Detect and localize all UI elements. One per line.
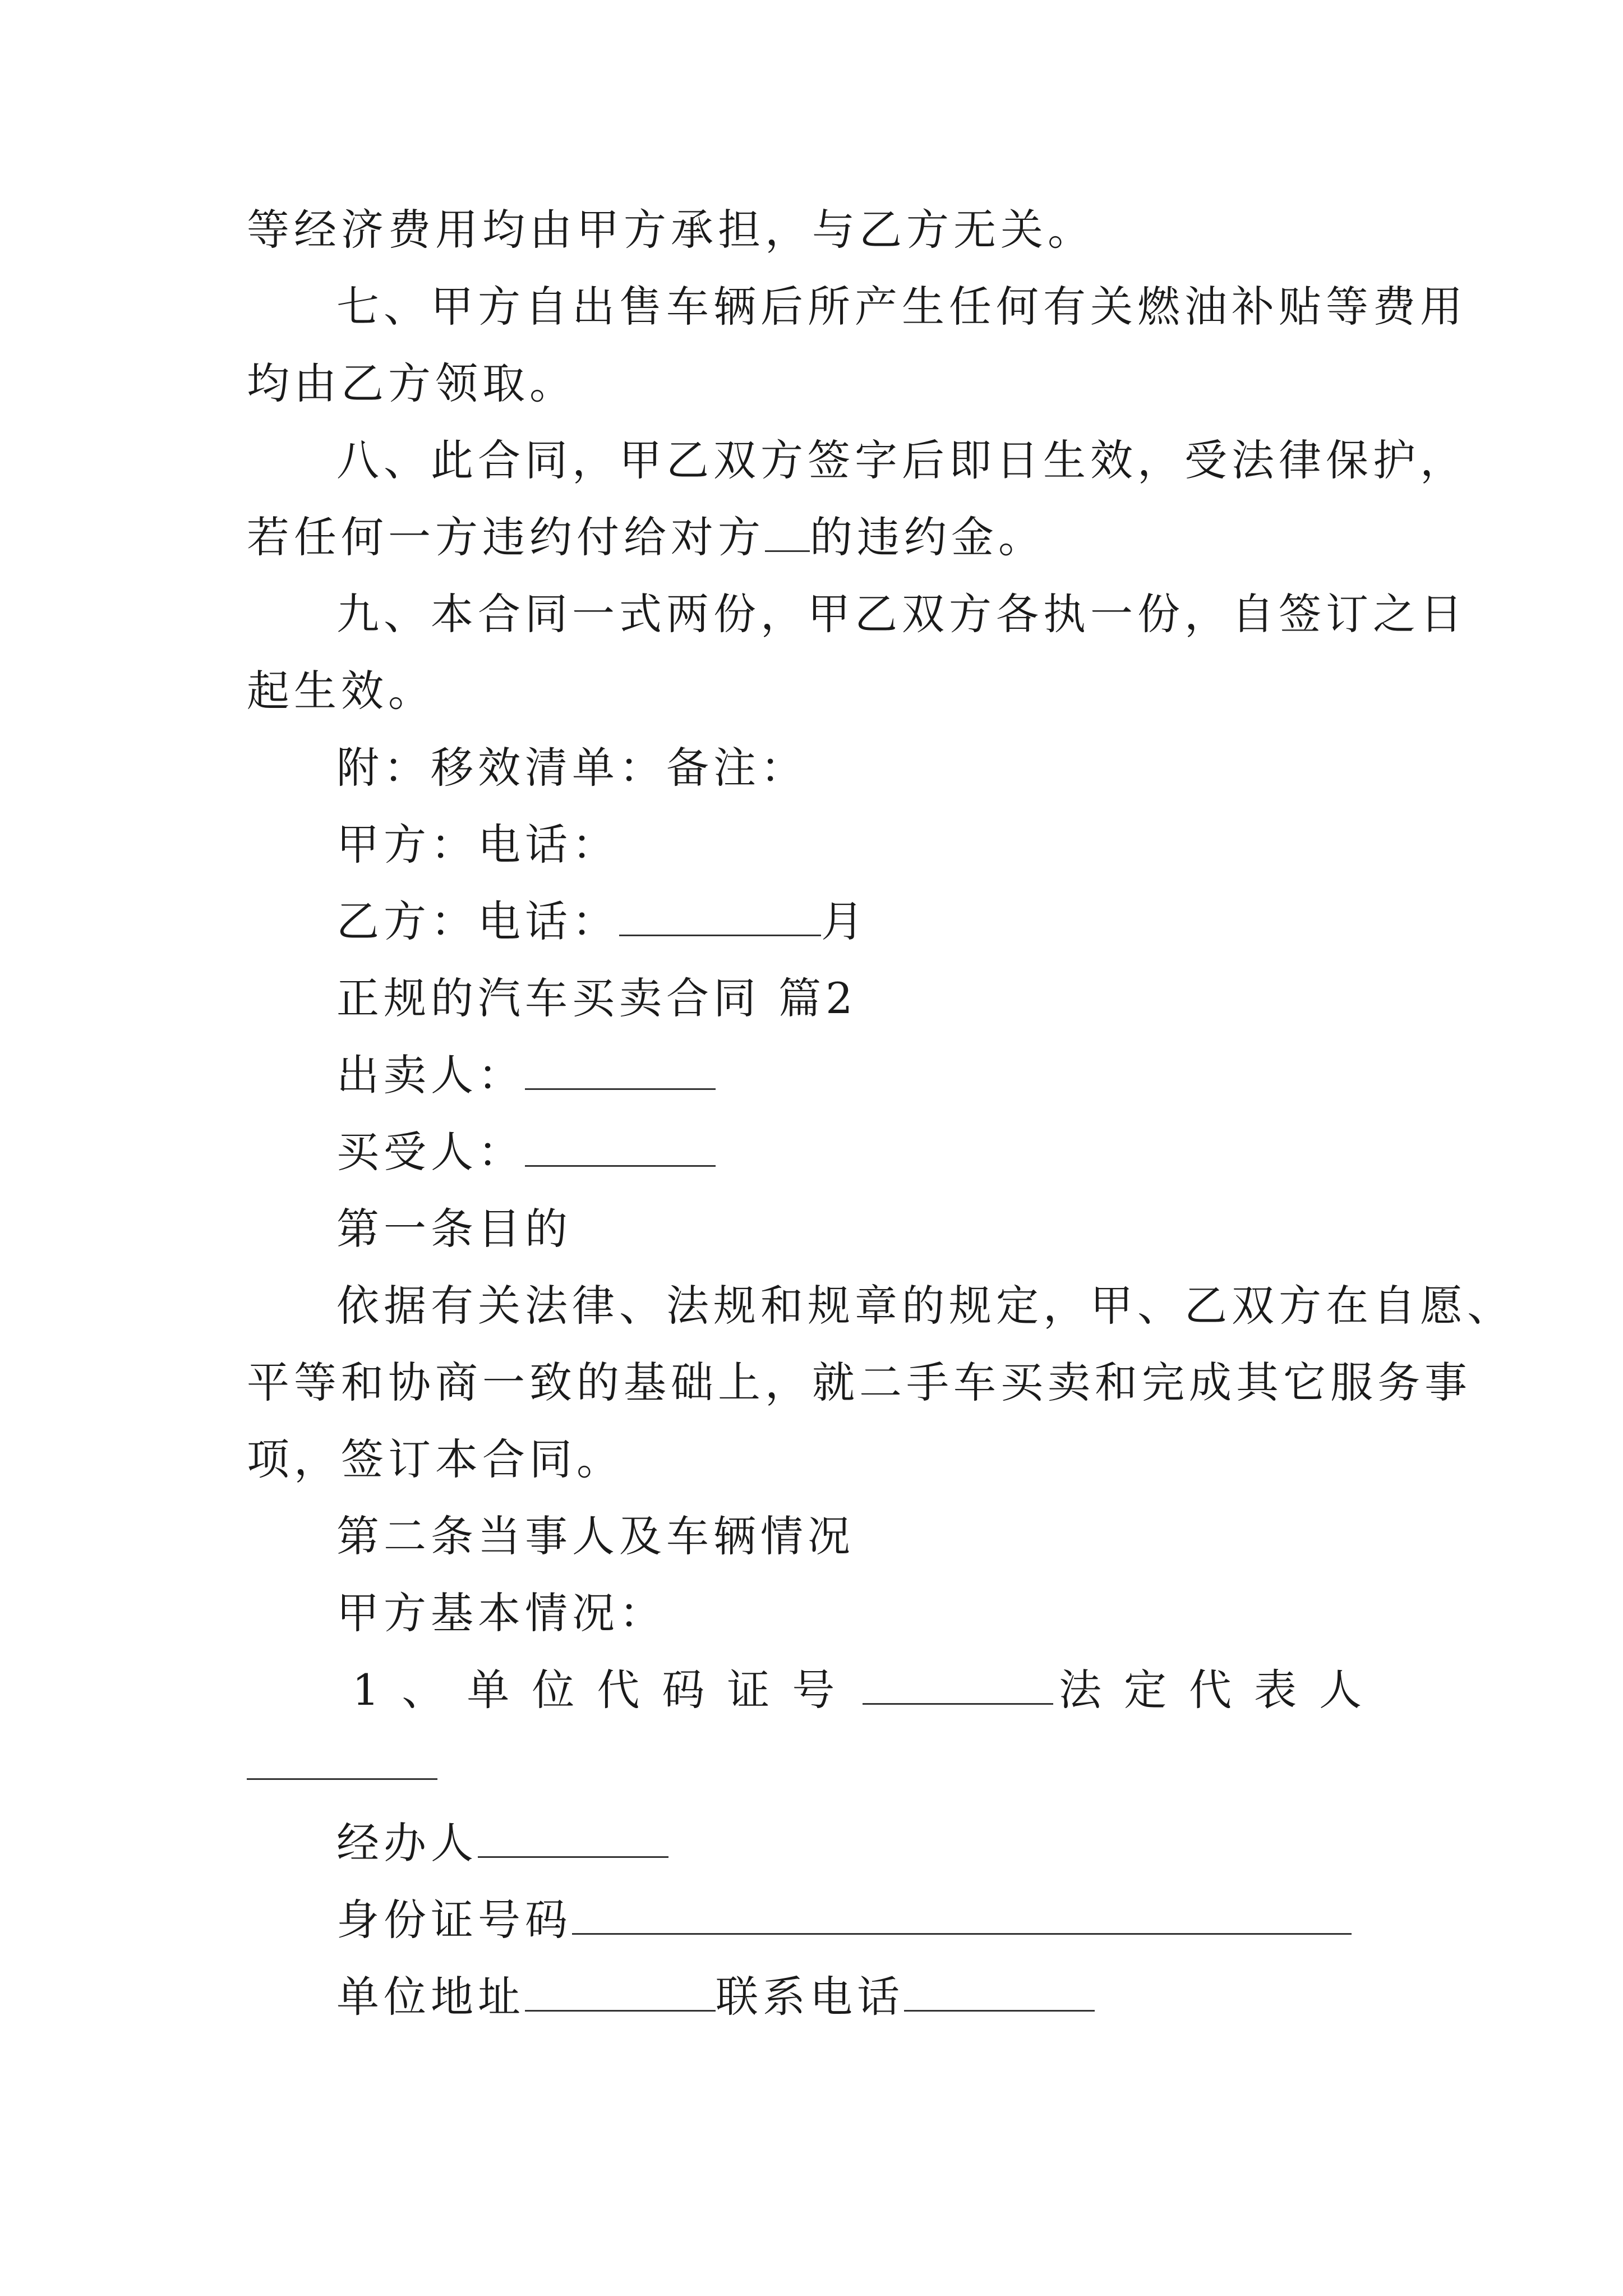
party-b-phone-line: 乙方：电话： 月: [336, 894, 868, 950]
party-a-info-heading: 甲方基本情况：: [336, 1588, 666, 1638]
org-code-label: 1、单位代码证号: [352, 1665, 857, 1715]
article-two-heading: 第二条当事人及车辆情况: [336, 1511, 855, 1561]
legal-rep-label: 法定代表人: [1059, 1665, 1384, 1715]
article-one-line-2: 平等和协商一致的基础上，就二手车买卖和完成其它服务事: [247, 1358, 1472, 1407]
agent-blank[interactable]: [478, 1816, 668, 1858]
clause-seven-line-2: 均由乙方领取。: [247, 358, 577, 408]
clause-nine-line-1: 九、本合同一式两份，甲乙双方各执一份，自签订之日: [336, 589, 1467, 639]
article-one-line-1: 依据有关法律、法规和规章的规定，甲、乙双方在自愿、: [336, 1281, 1514, 1331]
date-blank[interactable]: [619, 894, 821, 936]
address-phone-line: 单位地址 联系电话: [336, 1969, 1095, 2025]
party-a-phone-line: 甲方：电话：: [336, 820, 619, 869]
clause-eight-line-1: 八、此合同，甲乙双方签字后即日生效，受法律保护，: [336, 435, 1467, 485]
contact-phone-blank[interactable]: [904, 1970, 1095, 2012]
address-blank[interactable]: [525, 1970, 716, 2012]
article-one-line-3: 项，签订本合同。: [247, 1434, 624, 1484]
paragraph-line: 等经济费用均由甲方承担，与乙方无关。: [247, 205, 1095, 255]
clause-eight-line-2: 若任何一方违约付给对方 的违约金。: [247, 509, 1045, 565]
legal-rep-blank[interactable]: [247, 1778, 437, 1780]
clause-seven-line-1: 七、甲方自出售车辆后所产生任何有关燃油补贴等费用: [336, 282, 1467, 332]
buyer-line: 买受人：: [336, 1124, 716, 1180]
penalty-blank[interactable]: [765, 510, 810, 552]
attachment-line: 附：移效清单：备注：: [336, 743, 808, 793]
buyer-blank[interactable]: [525, 1125, 716, 1167]
article-one-heading: 第一条目的: [336, 1204, 572, 1254]
org-code-blank[interactable]: [863, 1663, 1053, 1705]
id-number-line: 身份证号码: [336, 1892, 1352, 1948]
seller-blank[interactable]: [525, 1048, 716, 1090]
org-code-line: [352, 1662, 1384, 1718]
agent-line: 经办人: [336, 1815, 668, 1871]
clause-nine-line-2: 起生效。: [247, 666, 435, 716]
section-title: 正规的汽车买卖合同 篇2: [336, 973, 857, 1023]
id-number-blank[interactable]: [572, 1893, 1352, 1935]
seller-line: 出卖人：: [336, 1047, 716, 1103]
